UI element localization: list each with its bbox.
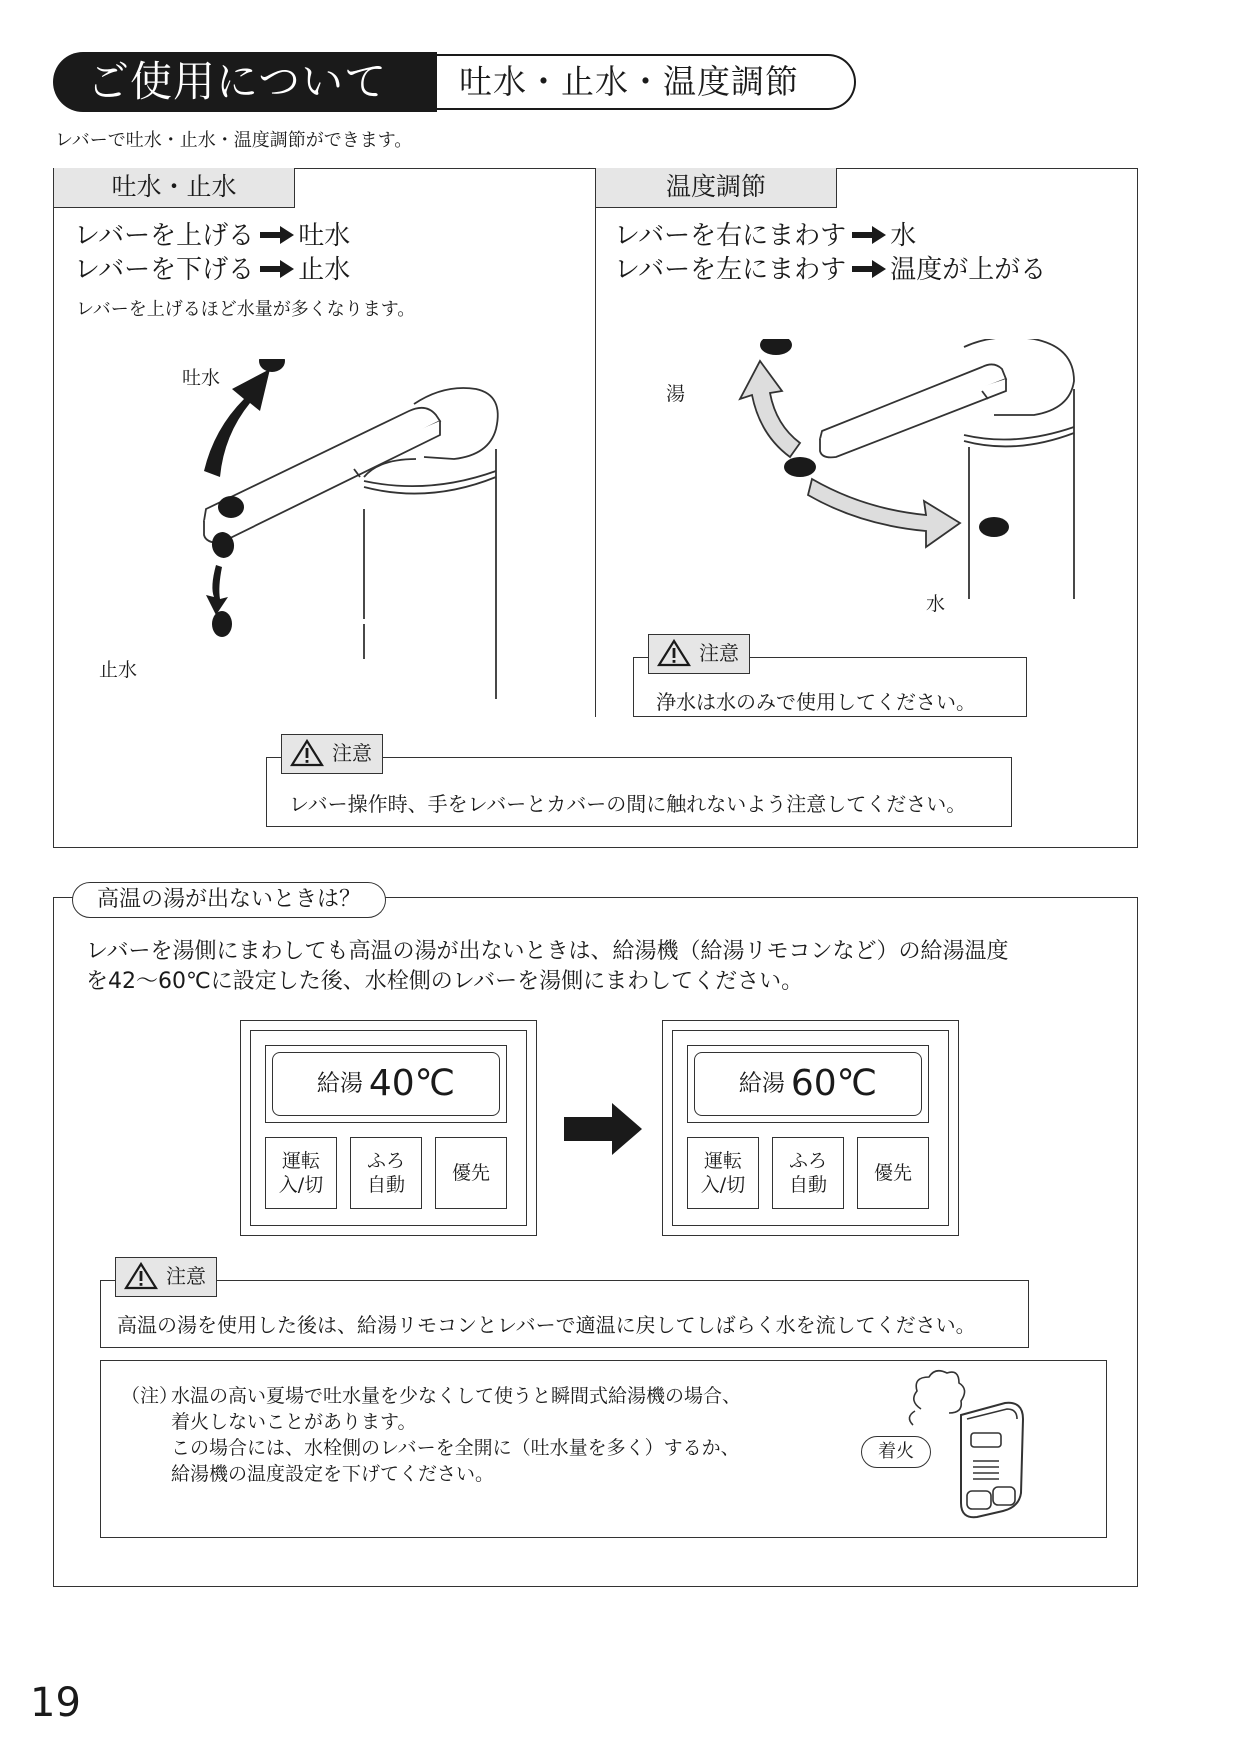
label-hot: 湯 xyxy=(666,383,686,405)
bath-auto-button[interactable]: ふろ 自動 xyxy=(772,1137,844,1209)
caution-hot-water-text: 高温の湯を使用した後は、給湯リモコンとレバーで適温に戻してしばらく水を流してください。 xyxy=(117,1313,976,1337)
flow-line-2 xyxy=(74,253,350,287)
power-button[interactable]: 運転 入/切 xyxy=(265,1137,337,1209)
note-line-4: 給湯機の温度設定を下げてください。 xyxy=(171,1463,495,1485)
flow-line-1-action: レバーを上げる xyxy=(74,221,255,251)
note-box xyxy=(100,1360,1107,1538)
right-arrow-icon xyxy=(260,260,294,278)
hot-water-paragraph-1: レバーを湯側にまわしても高温の湯が出ないときは、給湯機（給湯リモコンなど）の給湯温度 xyxy=(86,939,1009,964)
note-line-3: この場合には、水栓側のレバーを全開に（吐水量を多く）するか、 xyxy=(171,1437,740,1459)
label-spout-on: 吐水 xyxy=(182,367,221,389)
right-arrow-icon xyxy=(852,226,886,244)
warning-icon xyxy=(124,1262,158,1290)
flow-line-1-result: 吐水 xyxy=(298,221,351,251)
page-header xyxy=(53,52,856,112)
remote-before xyxy=(240,1020,537,1236)
caution-tab xyxy=(281,734,383,774)
warning-icon xyxy=(657,639,691,667)
temp-line-1-action: レバーを右にまわす xyxy=(614,221,847,251)
remote-after-display xyxy=(687,1045,929,1123)
temp-line-1-result: 水 xyxy=(890,221,917,251)
remote-before-display xyxy=(265,1045,507,1123)
flow-line-2-result: 止水 xyxy=(298,255,351,285)
caution-purified-box xyxy=(633,641,1027,717)
priority-button[interactable]: 優先 xyxy=(857,1137,929,1209)
lever-rotate-illustration xyxy=(664,339,1084,599)
page-number: 19 xyxy=(30,1680,81,1726)
note-line-2: 着火しないことがあります。 xyxy=(171,1411,417,1433)
display-temperature: 40℃ xyxy=(368,1062,456,1104)
lever-operation-section xyxy=(53,168,1138,848)
hot-water-paragraph-2: を42～60℃に設定した後、水栓側のレバーを湯側にまわしてください。 xyxy=(86,969,804,994)
temp-line-1 xyxy=(614,219,916,253)
caution-tab xyxy=(115,1257,217,1297)
right-arrow-icon xyxy=(564,1103,644,1155)
right-arrow-icon xyxy=(260,226,294,244)
caution-lever-box xyxy=(266,741,1012,827)
display-temperature: 60℃ xyxy=(790,1062,878,1104)
flow-note: レバーを上げるほど水量が多くなります。 xyxy=(76,299,416,320)
flow-tab: 吐水・止水 xyxy=(53,168,295,208)
display-label: 給湯 xyxy=(738,1070,785,1097)
caution-label: 注意 xyxy=(166,1264,206,1288)
caution-hot-water-box xyxy=(100,1264,1029,1348)
priority-button[interactable]: 優先 xyxy=(435,1137,507,1209)
water-heater-icon xyxy=(901,1365,1031,1535)
caution-label: 注意 xyxy=(332,741,372,765)
remote-after xyxy=(662,1020,959,1236)
hot-water-section xyxy=(53,887,1138,1587)
caution-lever-text: レバー操作時、手をレバーとカバーの間に触れないよう注意してください。 xyxy=(289,792,967,816)
note-line-1: 水温の高い夏場で吐水量を少なくして使うと瞬間式給湯機の場合、 xyxy=(171,1385,742,1407)
hot-water-title: 高温の湯が出ないときは？ xyxy=(72,882,386,918)
temp-line-2-action: レバーを左にまわす xyxy=(614,255,847,285)
right-arrow-icon xyxy=(852,260,886,278)
temperature-tab: 温度調節 xyxy=(595,168,837,208)
flow-line-2-action: レバーを下げる xyxy=(74,255,255,285)
label-cold: 水 xyxy=(926,593,946,615)
flow-line-1 xyxy=(74,219,350,253)
caution-tab xyxy=(648,634,750,674)
column-divider xyxy=(595,169,596,717)
bath-auto-button[interactable]: ふろ 自動 xyxy=(350,1137,422,1209)
display-label: 給湯 xyxy=(316,1070,363,1097)
header-section-title: ご使用について xyxy=(53,52,437,112)
intro-text: レバーで吐水・止水・温度調節ができます。 xyxy=(55,130,413,151)
ignition-label: 着火 xyxy=(861,1436,931,1468)
lever-up-down-illustration xyxy=(124,359,554,699)
temp-line-2 xyxy=(614,253,1046,287)
label-spout-off: 止水 xyxy=(99,659,138,681)
note-prefix: （注） xyxy=(121,1385,179,1407)
power-button[interactable]: 運転 入/切 xyxy=(687,1137,759,1209)
caution-label: 注意 xyxy=(699,641,739,665)
temp-line-2-result: 温度が上がる xyxy=(890,255,1047,285)
header-topic-title: 吐水・止水・温度調節 xyxy=(437,54,856,110)
caution-purified-text: 浄水は水のみで使用してください。 xyxy=(656,690,976,714)
warning-icon xyxy=(290,739,324,767)
